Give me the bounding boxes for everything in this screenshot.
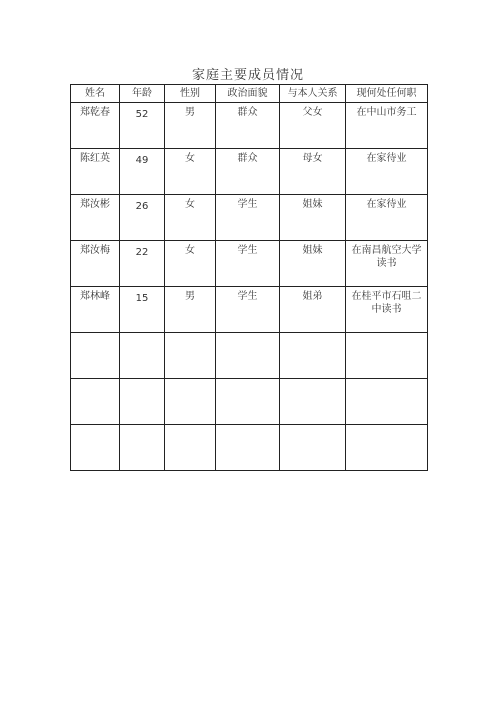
cell-political-status bbox=[216, 379, 280, 425]
table-row-empty bbox=[71, 425, 428, 471]
cell-political-status bbox=[216, 333, 280, 379]
cell-age bbox=[120, 379, 165, 425]
table-row bbox=[71, 287, 428, 333]
cell-relationship: 父女 bbox=[280, 103, 346, 149]
cell-age: 52 bbox=[120, 103, 165, 149]
cell-gender bbox=[165, 333, 216, 379]
header-relationship: 与本人关系 bbox=[280, 85, 346, 103]
family-members-table bbox=[70, 84, 428, 471]
cell-occupation bbox=[346, 425, 428, 471]
cell-age: 15 bbox=[120, 287, 165, 333]
cell-occupation bbox=[346, 333, 428, 379]
cell-political-status: 群众 bbox=[216, 149, 280, 195]
cell-name: 郑汝彬 bbox=[71, 195, 120, 241]
header-gender: 性别 bbox=[165, 85, 216, 103]
table-row bbox=[71, 103, 428, 149]
cell-gender: 女 bbox=[165, 241, 216, 287]
cell-name: 郑林峰 bbox=[71, 287, 120, 333]
table-row bbox=[71, 195, 428, 241]
header-name: 姓名 bbox=[71, 85, 120, 103]
header-age: 年龄 bbox=[120, 85, 165, 103]
cell-political-status: 学生 bbox=[216, 195, 280, 241]
cell-occupation: 在家待业 bbox=[346, 195, 428, 241]
cell-relationship bbox=[280, 425, 346, 471]
cell-name bbox=[71, 379, 120, 425]
cell-name bbox=[71, 425, 120, 471]
table-row bbox=[71, 149, 428, 195]
cell-occupation: 在南昌航空大学读书 bbox=[346, 241, 428, 287]
cell-name: 郑汝梅 bbox=[71, 241, 120, 287]
cell-relationship bbox=[280, 379, 346, 425]
cell-age bbox=[120, 333, 165, 379]
cell-age bbox=[120, 425, 165, 471]
cell-relationship: 姐妹 bbox=[280, 195, 346, 241]
table-header-row bbox=[71, 85, 428, 103]
cell-name: 郑乾春 bbox=[71, 103, 120, 149]
cell-political-status: 学生 bbox=[216, 287, 280, 333]
cell-gender: 男 bbox=[165, 103, 216, 149]
cell-occupation: 在中山市务工 bbox=[346, 103, 428, 149]
cell-occupation bbox=[346, 379, 428, 425]
page-title: 家庭主要成员情况 bbox=[191, 68, 304, 83]
cell-gender bbox=[165, 425, 216, 471]
cell-age: 26 bbox=[120, 195, 165, 241]
cell-relationship bbox=[280, 333, 346, 379]
table-row-empty bbox=[71, 379, 428, 425]
cell-occupation: 在桂平市石咀二中读书 bbox=[346, 287, 428, 333]
cell-name: 陈红英 bbox=[71, 149, 120, 195]
table-row-empty bbox=[71, 333, 428, 379]
header-political-status: 政治面貌 bbox=[216, 85, 280, 103]
cell-gender: 女 bbox=[165, 149, 216, 195]
cell-political-status bbox=[216, 425, 280, 471]
table-row bbox=[71, 241, 428, 287]
cell-occupation: 在家待业 bbox=[346, 149, 428, 195]
cell-relationship: 姐妹 bbox=[280, 241, 346, 287]
cell-age: 49 bbox=[120, 149, 165, 195]
cell-gender bbox=[165, 379, 216, 425]
cell-relationship: 姐弟 bbox=[280, 287, 346, 333]
cell-political-status: 学生 bbox=[216, 241, 280, 287]
header-occupation: 现何处任何职 bbox=[346, 85, 428, 103]
cell-gender: 女 bbox=[165, 195, 216, 241]
cell-gender: 男 bbox=[165, 287, 216, 333]
cell-political-status: 群众 bbox=[216, 103, 280, 149]
cell-age: 22 bbox=[120, 241, 165, 287]
cell-relationship: 母女 bbox=[280, 149, 346, 195]
cell-name bbox=[71, 333, 120, 379]
